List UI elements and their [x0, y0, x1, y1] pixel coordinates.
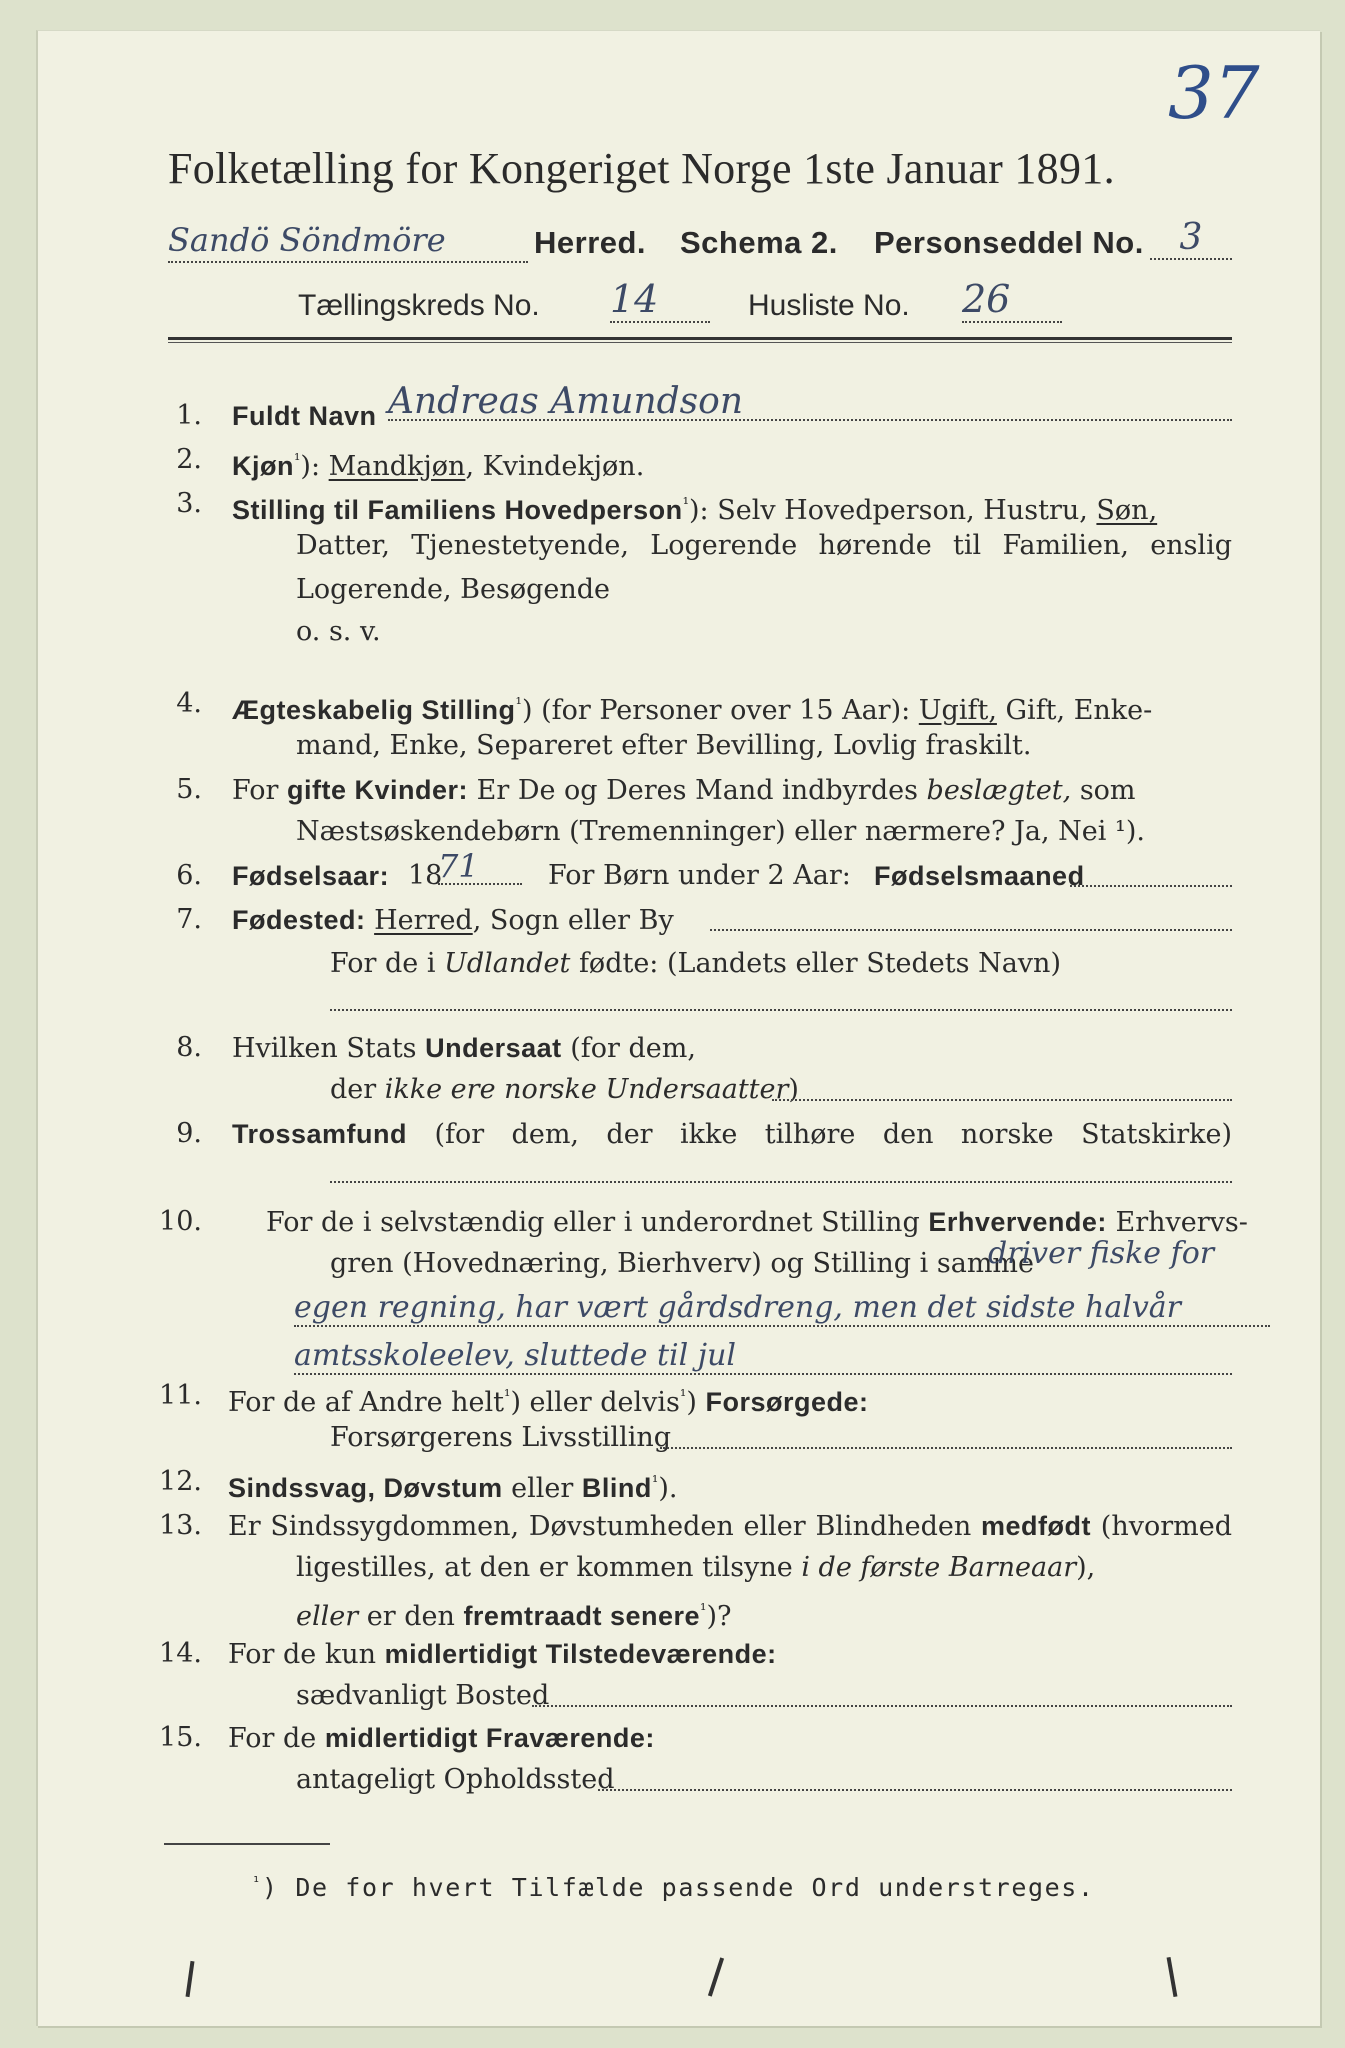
sex-text: ): — [300, 451, 329, 482]
birth-month-label: Fødselsmaaned — [874, 861, 1085, 891]
item-number: 12. — [159, 1466, 202, 1497]
family-position-label: Stilling til Familiens Hovedperson — [232, 495, 683, 525]
family-position-line-3: Logerende, Besøgende — [296, 574, 610, 605]
header-rule — [168, 337, 1232, 340]
occupation-text: For de i selvstændig eller i underordnet Stilling — [266, 1207, 929, 1238]
supported-text: For de af Andre helt — [228, 1387, 505, 1418]
married-women-prefix: For — [232, 775, 288, 806]
supported-text-b: ) eller delvis — [510, 1387, 680, 1418]
temp-absent-label: midlertidigt Fraværende: — [324, 1723, 655, 1753]
congenital-text-end: (hvormed — [1091, 1511, 1232, 1542]
footnote-rule — [164, 1843, 330, 1845]
item-number: 15. — [159, 1722, 202, 1753]
birthplace-selected: Herred — [374, 905, 473, 936]
birth-month-text: For Børn under 2 Aar: — [548, 860, 851, 891]
personseddel-number: 3 — [1150, 217, 1232, 260]
citizenship-text-end: (for dem, — [561, 1033, 696, 1064]
footnote-ref: ¹ — [294, 450, 301, 469]
birthplace-blank — [710, 929, 1232, 931]
congenital-label: medfødt — [981, 1511, 1092, 1541]
temp-present-text: For de kun — [228, 1639, 385, 1670]
marital-status-selected: Ugift, — [918, 695, 997, 726]
abroad-text-end: fødte: (Landets eller Stedets Navn) — [570, 948, 1061, 979]
item-number: 3. — [176, 488, 202, 519]
citizenship-line-2-end: ) — [788, 1074, 799, 1105]
header-rule-thin — [168, 342, 1232, 343]
occupation-line-2: gren (Hovednæring, Bierhverv) og Stilling i samme — [330, 1248, 1035, 1279]
herred-line — [168, 217, 1232, 269]
herred-name-handwritten: Sandö Söndmöre — [168, 221, 528, 263]
item-number: 11. — [159, 1380, 202, 1411]
congenital-text: Er Sindssygdommen, Døvstumheden eller Blindheden — [228, 1511, 982, 1542]
citizenship-blank — [772, 1099, 1232, 1101]
birthplace-label: Fødested: — [232, 905, 366, 935]
item-number: 8. — [176, 1032, 202, 1063]
provider-occupation-blank — [660, 1447, 1232, 1449]
citizenship-text: Hvilken Stats — [232, 1033, 426, 1064]
later-label: fremtraadt senere — [463, 1601, 701, 1631]
sex-option-female: , Kvindekjøn. — [465, 451, 645, 482]
footnote-ref: ¹ — [515, 694, 522, 713]
occupation-answer-2: egen regning, har vært gårdsdreng, men det sidste halvår — [294, 1291, 1270, 1327]
item-number: 2. — [176, 444, 202, 475]
family-position-line-4: o. s. v. — [296, 616, 381, 647]
item-number: 10. — [159, 1206, 202, 1237]
footnote — [252, 1873, 1095, 1902]
item-number: 13. — [159, 1510, 202, 1541]
married-women-label: gifte Kvinder: — [287, 775, 469, 805]
abroad-text: For de i — [330, 948, 445, 979]
provider-occupation-label: Forsørgerens Livsstilling — [330, 1422, 672, 1453]
probable-residence-blank — [598, 1789, 1232, 1791]
footnote-ref: ¹ — [682, 494, 689, 513]
footnote-ref: ¹ — [700, 1600, 707, 1619]
related-italic: beslægtet, — [926, 775, 1072, 806]
item-number: 1. — [176, 400, 202, 431]
item-number: 6. — [176, 860, 202, 891]
kreds-line — [298, 277, 1118, 329]
kreds-number: 14 — [610, 277, 710, 323]
marital-status-options: Gift, Enke- — [996, 695, 1153, 726]
page-number-mark: 37 — [1168, 51, 1260, 135]
birthplace-options: , Sogn eller By — [472, 905, 674, 936]
occupation-answer-3: amtsskoleelev, sluttede til jul — [294, 1339, 1232, 1375]
family-position-options: ): Selv Hovedperson, Hustru, — [689, 495, 1097, 526]
full-name-label: Fuldt Navn — [232, 401, 377, 431]
family-position-line-2: Datter, Tjenestetyende, Logerende hørende til Familien, enslig — [296, 530, 1232, 561]
birth-year-value: 71 — [438, 849, 522, 885]
congenital-line-2-end: ), — [1076, 1552, 1096, 1583]
item-number: 5. — [176, 774, 202, 805]
sex-option-male-underlined: Mandkjøn — [328, 451, 466, 482]
item-number: 14. — [159, 1638, 202, 1669]
later-text: er den — [358, 1601, 464, 1632]
religion-text: (for dem, der ikke tilhøre den norske Statskirke) — [407, 1119, 1232, 1150]
margin-tick-mark — [186, 1961, 195, 1997]
married-women-line-2: Næstsøskendebørn (Tremenninger) eller nærmere? Ja, Nei ¹). — [296, 816, 1145, 847]
supported-text-c: ) — [686, 1387, 706, 1418]
later-text-end: )? — [706, 1601, 732, 1632]
form-title: Folketælling for Kongeriget Norge 1ste Januar 1891. — [168, 144, 1115, 193]
abroad-blank — [330, 1009, 1232, 1011]
blind-label: Blind — [581, 1473, 652, 1503]
item-number: 7. — [176, 904, 202, 935]
religion-blank — [330, 1181, 1232, 1183]
footnote-ref: ¹ — [651, 1472, 659, 1491]
schema-label: Schema 2. — [680, 225, 838, 260]
religion-label: Trossamfund — [232, 1119, 408, 1149]
citizenship-italic: ikke ere norske Undersaatter — [384, 1074, 789, 1105]
probable-residence-label: antageligt Opholdssted — [296, 1764, 615, 1795]
full-name-value: Andreas Amundson — [388, 385, 1232, 421]
supported-label: Forsørgede: — [705, 1387, 869, 1417]
footnote-mark: ¹ — [252, 1874, 263, 1891]
margin-tick-mark — [1167, 1957, 1178, 1997]
margin-tick-mark — [708, 1957, 724, 1996]
kreds-label: Tællingskreds No. — [298, 289, 540, 322]
disability-text: eller — [502, 1473, 582, 1504]
marital-status-line-2: mand, Enke, Separeret efter Bevilling, Lovlig fraskilt. — [296, 730, 1032, 761]
footnote-ref: ¹ — [504, 1386, 511, 1405]
sex-label: Kjøn — [232, 451, 294, 481]
congenital-line-2: ligestilles, at den er kommen tilsyne — [296, 1552, 802, 1583]
marital-status-label: Ægteskabelig Stilling — [232, 695, 516, 725]
footnote-ref: ¹ — [679, 1386, 687, 1405]
temp-present-label: midlertidigt Tilstedeværende: — [384, 1639, 777, 1669]
congenital-italic: i de første Barneaar — [801, 1552, 1077, 1583]
married-women-text-end: som — [1071, 775, 1136, 806]
occupation-label: Erhvervende: — [928, 1207, 1107, 1237]
item-number: 9. — [176, 1118, 202, 1149]
birth-year-prefix: 18 — [408, 860, 443, 891]
footnote-text: ) De for hvert Tilfælde passende Ord understreges. — [262, 1873, 1095, 1902]
birth-month-blank — [1070, 885, 1232, 887]
herred-label: Herred. — [534, 225, 647, 260]
disability-label: Sindssvag, Døvstum — [228, 1473, 503, 1503]
occupation-text-end: Erhvervs- — [1106, 1207, 1248, 1238]
item-number: 4. — [176, 688, 202, 719]
usual-residence-blank — [532, 1705, 1232, 1707]
husliste-label: Husliste No. — [748, 289, 910, 322]
marital-status-text: ) (for Personer over 15 Aar): — [521, 695, 919, 726]
personseddel-label: Personseddel No. — [874, 225, 1144, 260]
family-position-selected: Søn, — [1096, 495, 1158, 526]
census-form-sheet — [36, 30, 1320, 2026]
usual-residence-label: sædvanligt Bosted — [296, 1680, 550, 1711]
citizenship-label: Undersaat — [425, 1033, 562, 1063]
disability-text-end: ). — [658, 1473, 678, 1504]
abroad-italic: Udlandet — [444, 948, 571, 979]
later-italic: eller — [296, 1601, 359, 1632]
husliste-number: 26 — [962, 277, 1062, 323]
citizenship-line-2: der — [330, 1074, 385, 1105]
married-women-text: Er De og Deres Mand indbyrdes — [468, 775, 927, 806]
temp-absent-text: For de — [228, 1723, 325, 1754]
birth-year-label: Fødselsaar: — [232, 861, 390, 891]
occupation-answer-1: driver fiske for — [988, 1236, 1215, 1271]
